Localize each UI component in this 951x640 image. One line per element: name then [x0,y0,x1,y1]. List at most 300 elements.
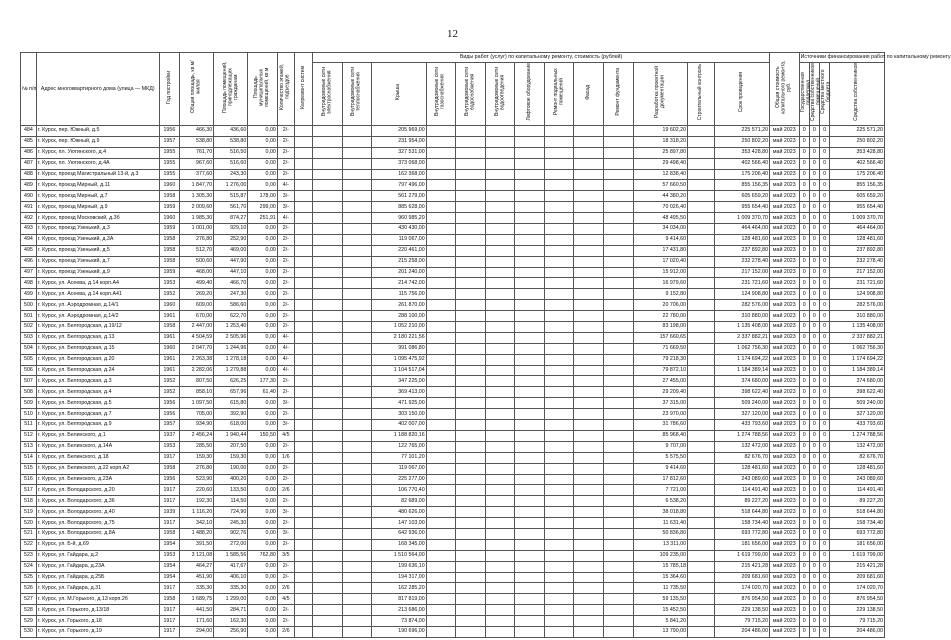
cell-e: 1 619 799,00 [830,550,885,561]
cell-empty [456,354,486,365]
cell-n: 494 [21,234,37,245]
cell-empty [688,528,715,539]
cell-a3: 0,00 [248,398,278,409]
cell-empty [688,224,715,235]
cell-empty [485,169,515,180]
header-address: Адрес многоквартирного дома (улица — МКД) [36,53,159,126]
cell-zero: 0 [809,485,819,496]
cell-t: 693 772,80 [715,528,770,539]
cell-addr: г. Курск, ул. Володарского, д.36 [36,496,159,507]
cell-f: 3/- [277,398,294,409]
cell-empty [426,474,456,485]
cell-empty [688,322,715,333]
cell-k: 369 413,00 [372,387,427,398]
cell-zero: 0 [820,158,830,169]
cell-f: 2/- [277,245,294,256]
cell-e: 876 954,50 [830,594,885,605]
cell-empty [574,234,604,245]
cell-empty [426,332,456,343]
cell-empty [544,354,574,365]
cell-empty [515,354,545,365]
cell-empty [688,234,715,245]
cell-empty [544,430,574,441]
cell-empty [688,300,715,311]
cell-addr: г. Курск, ул. Белгородская, д.19/12 [36,322,159,333]
cell-empty [688,191,715,202]
cell-a2: 618,00 [214,420,248,431]
cell-addr: г. Курск, ул. Белинского, д.18 [36,452,159,463]
header-work-roof: Крыша [395,83,402,101]
cell-a2: 1 278,18 [214,354,248,365]
cell-zero: 0 [809,267,819,278]
cell-e: 605 659,20 [830,191,885,202]
cell-zero: 0 [820,452,830,463]
cell-empty [603,332,633,343]
cell-e: 232 278,40 [830,256,885,267]
cell-n: 508 [21,387,37,398]
cell-a1: 276,80 [180,234,214,245]
cell-s: 29 209,40 [633,387,688,398]
cell-empty [456,245,486,256]
cell-k: 106 770,40 [372,485,427,496]
cell-empty [688,169,715,180]
cell-addr: г. Курск, ул. Асеева, д.14 корп.А41 [36,289,159,300]
cell-zero: 0 [809,616,819,627]
cell-empty [456,518,486,529]
cell-zero: 0 [799,572,809,583]
cell-e: 181 656,00 [830,539,885,550]
cell-empty [688,343,715,354]
cell-a3: 177,30 [248,376,278,387]
table-row [21,365,885,376]
cell-zero: 0 [809,626,819,637]
cell-n: 492 [21,213,37,224]
cell-empty [313,561,343,572]
cell-empty [544,463,574,474]
cell-n: 527 [21,594,37,605]
cell-a2: 247,30 [214,289,248,300]
cell-zero: 0 [809,245,819,256]
cell-addr: г. Курск, проезд Мирный, д.11 [36,180,159,191]
cell-e: 124 908,80 [830,289,885,300]
cell-empty [294,332,312,343]
cell-addr: г. Курск, проезд Узенький, д.9 [36,267,159,278]
cell-empty [456,441,486,452]
cell-empty [426,583,456,594]
cell-empty [688,561,715,572]
table-row [21,452,885,463]
cell-empty [294,158,312,169]
cell-addr: г. Курск, проезд Узенький, д.3 [36,224,159,235]
cell-empty [574,561,604,572]
cell-empty [342,518,372,529]
cell-empty [342,430,372,441]
cell-empty [456,267,486,278]
cell-empty [603,616,633,627]
cell-empty [574,245,604,256]
cell-empty [456,572,486,583]
cell-empty [485,507,515,518]
cell-s: 22 780,00 [633,311,688,322]
cell-addr: г. Курск, проезд Мирный, д.9 [36,202,159,213]
header-work-11: Разработка проектной документации [653,66,666,118]
cell-empty [342,311,372,322]
cell-empty [515,474,545,485]
cell-empty [574,256,604,267]
cell-empty [456,528,486,539]
cell-p: май 2023 [770,474,800,485]
cell-a3: 299,00 [248,202,278,213]
cell-empty [426,354,456,365]
cell-empty [603,343,633,354]
cell-e: 2 337 882,21 [830,332,885,343]
cell-e: 158 734,40 [830,518,885,529]
cell-empty [294,528,312,539]
cell-e: 374 680,00 [830,376,885,387]
cell-t: 114 491,40 [715,485,770,496]
cell-empty [485,322,515,333]
cell-a3: 0,00 [248,626,278,637]
cell-s: 38 018,80 [633,507,688,518]
cell-zero: 0 [799,158,809,169]
cell-zero: 0 [809,322,819,333]
cell-empty [342,180,372,191]
cell-empty [313,300,343,311]
cell-y: 1955 [159,158,179,169]
cell-zero: 0 [820,430,830,441]
header-num: № п/п [21,53,37,126]
cell-empty [544,496,574,507]
cell-empty [456,136,486,147]
cell-zero: 0 [820,441,830,452]
cell-y: 1917 [159,518,179,529]
cell-empty [544,136,574,147]
cell-e: 433 793,60 [830,420,885,431]
cell-zero: 0 [820,278,830,289]
cell-n: 510 [21,409,37,420]
cell-f: 4/- [277,180,294,191]
cell-empty [574,507,604,518]
cell-zero: 0 [809,583,819,594]
cell-empty [515,409,545,420]
cell-zero: 0 [820,213,830,224]
cell-k: 642 936,00 [372,528,427,539]
cell-zero: 0 [820,365,830,376]
cell-empty [515,191,545,202]
cell-zero: 0 [820,256,830,267]
cell-empty [342,528,372,539]
table-row [21,616,885,627]
cell-y: 1958 [159,256,179,267]
cell-empty [426,343,456,354]
cell-empty [313,518,343,529]
cell-zero: 0 [809,191,819,202]
cell-empty [342,398,372,409]
cell-empty [603,224,633,235]
cell-k: 82 689,00 [372,496,427,507]
cell-s: 7 721,00 [633,485,688,496]
cell-p: май 2023 [770,463,800,474]
cell-empty [485,561,515,572]
cell-empty [544,539,574,550]
cell-empty [574,191,604,202]
cell-f: 1/6 [277,452,294,463]
cell-empty [313,213,343,224]
cell-empty [294,572,312,583]
cell-zero: 0 [820,626,830,637]
cell-addr: г. Курск, проезд Узенький, д.3А [36,234,159,245]
cell-a1: 761,70 [180,147,214,158]
cell-zero: 0 [820,245,830,256]
cell-empty [485,485,515,496]
table-row [21,147,885,158]
cell-empty [515,507,545,518]
cell-empty [688,518,715,529]
cell-p: май 2023 [770,224,800,235]
cell-empty [544,550,574,561]
cell-empty [603,583,633,594]
cell-n: 517 [21,485,37,496]
cell-a2: 1 279,88 [214,365,248,376]
cell-f: 2/- [277,496,294,507]
cell-a3: 0,00 [248,289,278,300]
cell-empty [456,147,486,158]
header-financing-group: Источники финансирования работ по капитальному ремонту [799,53,884,63]
cell-empty [688,278,715,289]
cell-n: 513 [21,441,37,452]
cell-empty [456,485,486,496]
cell-y: 1958 [159,322,179,333]
cell-a3: 0,00 [248,507,278,518]
cell-a2: 874,27 [214,213,248,224]
cell-p: май 2023 [770,289,800,300]
cell-empty [456,507,486,518]
cell-zero: 0 [809,430,819,441]
cell-f: 3/- [277,202,294,213]
cell-e: 128 481,60 [830,234,885,245]
cell-empty [544,605,574,616]
cell-a1: 538,80 [180,136,214,147]
cell-empty [574,126,604,137]
cell-empty [603,539,633,550]
cell-empty [515,256,545,267]
table-row [21,594,885,605]
cell-empty [688,409,715,420]
cell-empty [313,507,343,518]
cell-empty [313,234,343,245]
cell-s: 37 315,00 [633,398,688,409]
cell-empty [426,616,456,627]
cell-p: май 2023 [770,528,800,539]
cell-t: 231 721,60 [715,278,770,289]
cell-empty [603,507,633,518]
cell-t: 128 481,60 [715,463,770,474]
cell-a3: 0,00 [248,169,278,180]
cell-s: 85 968,40 [633,430,688,441]
cell-empty [426,572,456,583]
cell-empty [426,224,456,235]
cell-n: 488 [21,169,37,180]
cell-t: 89 227,20 [715,496,770,507]
cell-a2: 133,50 [214,485,248,496]
cell-zero: 0 [809,561,819,572]
cell-a3: 0,00 [248,126,278,137]
table-row [21,539,885,550]
cell-zero: 0 [820,616,830,627]
cell-empty [294,496,312,507]
header-work-5: Внутридомовые сети водоотведения [493,67,506,117]
cell-empty [485,213,515,224]
cell-zero: 0 [809,213,819,224]
cell-n: 522 [21,539,37,550]
cell-empty [456,430,486,441]
cell-e: 955 654,40 [830,202,885,213]
cell-empty [313,224,343,235]
cell-a2: 469,00 [214,245,248,256]
cell-empty [574,485,604,496]
cell-addr: г. Курск, проезд Узенький, д.7 [36,256,159,267]
cell-s: 83 198,00 [633,322,688,333]
header-work-2: Внутридомовые сети теплоснабжения [350,67,362,117]
cell-empty [485,234,515,245]
cell-empty [485,398,515,409]
cell-e: 204 486,00 [830,626,885,637]
cell-n: 493 [21,224,37,235]
cell-s: 29 498,40 [633,158,688,169]
cell-a1: 335,30 [180,583,214,594]
cell-empty [544,202,574,213]
header-work-10: Ремонт фундамента [614,68,621,116]
cell-empty [603,550,633,561]
cell-empty [544,518,574,529]
cell-a3: 0,00 [248,485,278,496]
cell-k: 201 240,00 [372,267,427,278]
cell-empty [313,169,343,180]
cell-empty [603,398,633,409]
cell-a1: 377,60 [180,169,214,180]
cell-empty [313,430,343,441]
cell-zero: 0 [799,452,809,463]
cell-empty [515,539,545,550]
cell-t: 215 421,28 [715,561,770,572]
cell-empty [342,626,372,637]
cell-empty [313,191,343,202]
cell-empty [515,289,545,300]
cell-a1: 3 121,08 [180,550,214,561]
cell-k: 373 068,00 [372,158,427,169]
cell-f: 2/- [277,278,294,289]
cell-a1: 858,10 [180,387,214,398]
cell-empty [485,278,515,289]
cell-empty [426,267,456,278]
cell-y: 1956 [159,409,179,420]
cell-p: май 2023 [770,605,800,616]
cell-y: 1954 [159,539,179,550]
cell-f: 2/- [277,463,294,474]
cell-a3: 0,00 [248,561,278,572]
cell-y: 1956 [159,126,179,137]
cell-e: 353 428,80 [830,147,885,158]
cell-empty [515,561,545,572]
cell-empty [294,191,312,202]
cell-t: 327 120,00 [715,409,770,420]
cell-empty [544,594,574,605]
cell-addr: г. Курск, ул. Белгородская, д.13 [36,332,159,343]
cell-empty [485,332,515,343]
cell-zero: 0 [820,507,830,518]
cell-zero: 0 [820,485,830,496]
cell-empty [485,550,515,561]
cell-a2: 1 940,44 [214,430,248,441]
cell-y: 1958 [159,528,179,539]
cell-a2: 586,60 [214,300,248,311]
cell-empty [574,180,604,191]
cell-empty [574,158,604,169]
cell-empty [426,191,456,202]
cell-k: 214 742,00 [372,278,427,289]
cell-empty [313,311,343,322]
cell-zero: 0 [799,136,809,147]
cell-zero: 0 [809,518,819,529]
cell-s: 31 786,60 [633,420,688,431]
table-row [21,332,885,343]
header-total-area: Общая площадь, кв.м/жилая [190,60,202,114]
cell-addr: г. Курск, ул. Белгородская, д.7 [36,409,159,420]
cell-f: 2/6 [277,485,294,496]
cell-empty [456,561,486,572]
cell-empty [574,528,604,539]
cell-zero: 0 [799,605,809,616]
cell-empty [485,245,515,256]
cell-zero: 0 [820,528,830,539]
cell-empty [456,322,486,333]
table-row [21,180,885,191]
cell-k: 960 985,20 [372,213,427,224]
cell-a2: 561,70 [214,202,248,213]
cell-empty [294,300,312,311]
cell-f: 3/- [277,507,294,518]
cell-y: 1960 [159,180,179,191]
cell-zero: 0 [809,420,819,431]
cell-empty [456,452,486,463]
cell-addr: г. Курск, ул. Белинского, д.14А [36,441,159,452]
cell-empty [688,605,715,616]
cell-empty [313,332,343,343]
cell-empty [485,180,515,191]
cell-a3: 0,00 [248,528,278,539]
cell-addr: г. Курск, ул. Володарского, д.8А [36,528,159,539]
cell-empty [515,267,545,278]
cell-t: 82 676,70 [715,452,770,463]
table-row [21,169,885,180]
cell-a1: 1 097,50 [180,398,214,409]
cell-zero: 0 [809,354,819,365]
cell-empty [294,289,312,300]
cell-empty [688,158,715,169]
cell-empty [342,147,372,158]
cell-a1: 499,40 [180,278,214,289]
cell-empty [544,191,574,202]
cell-t: 855 156,35 [715,180,770,191]
table-row [21,343,885,354]
cell-a3: 0,00 [248,539,278,550]
cell-empty [426,496,456,507]
cell-f: 4/5 [277,594,294,605]
cell-a3: 0,00 [248,463,278,474]
cell-a3: 762,80 [248,550,278,561]
cell-zero: 0 [799,169,809,180]
cell-p: май 2023 [770,202,800,213]
